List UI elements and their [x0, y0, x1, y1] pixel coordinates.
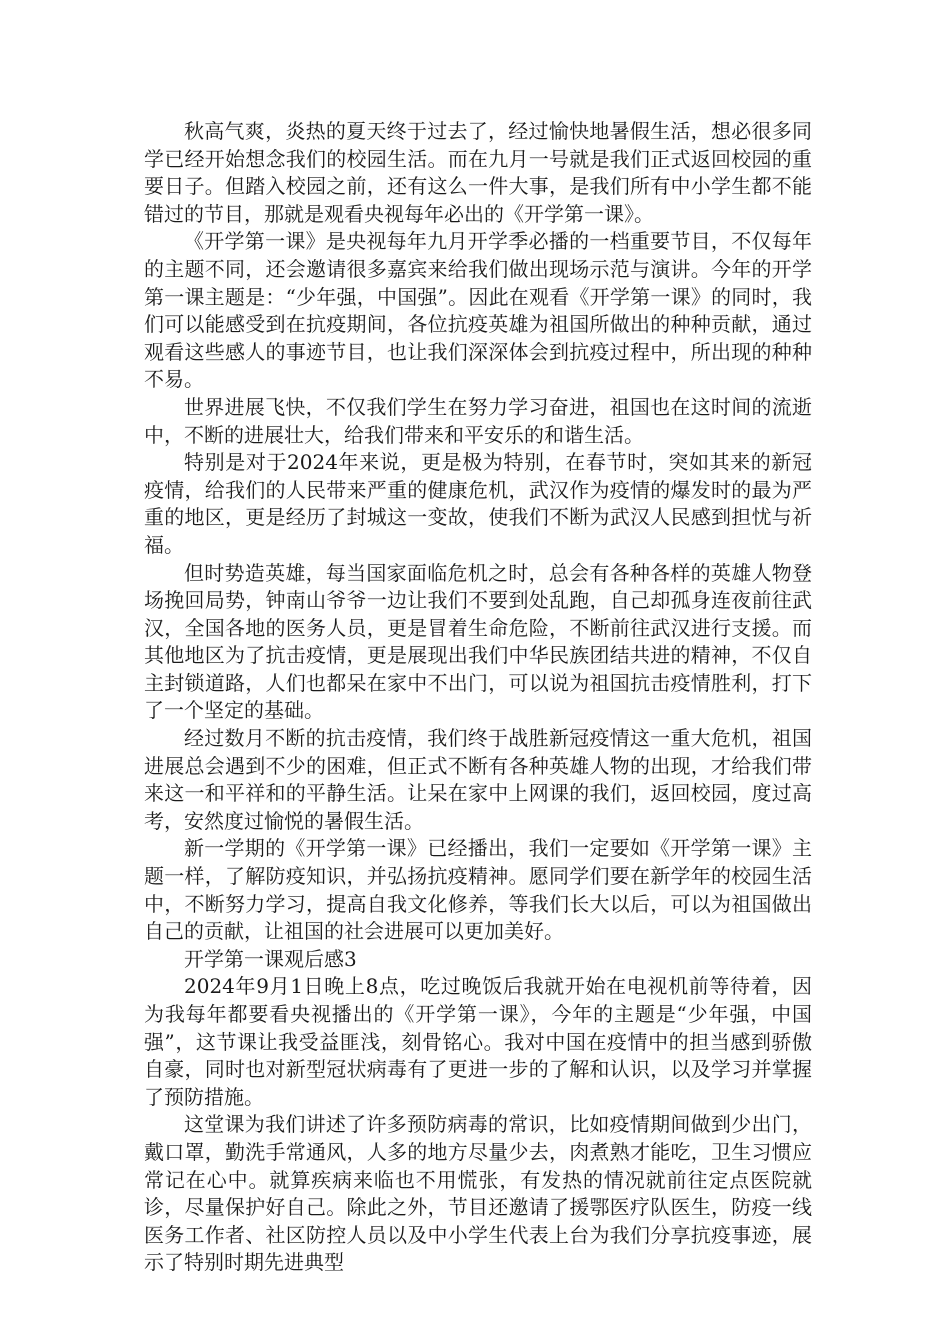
paragraph: 但时势造英雄，每当国家面临危机之时，总会有各种各样的英雄人物登场挽回局势，钟南山爷爷一边让我们不要到处乱跑，自己却孤身连夜前往武汉，全国各地的医务人员，更是冒着生命危险，不断前往武汉进行支援。而其他地区为了抗击疫情，更是展现出我们中华民族团结共进的精神，不仅自主封锁道路，人们也都呆在家中不出门，可以说为祖国抗击疫情胜利，打下了一个坚定的基础。	[144, 560, 812, 723]
paragraph: 特别是对于2024年来说，更是极为特别，在春节时，突如其来的新冠疫情，给我们的人民带来严重的健康危机，武汉作为疫情的爆发时的最为严重的地区，更是经历了封城这一变故，使我们不断为武汉人民感到担忧与祈福。	[144, 450, 812, 557]
paragraph: 新一学期的《开学第一课》已经播出，我们一定要如《开学第一课》主题一样，了解防疫知识，并弘扬抗疫精神。愿同学们要在新学年的校园生活中，不断努力学习，提高自我文化修养，等我们长大以后，可以为祖国做出自己的贡献，让祖国的社会进展可以更加美好。	[144, 836, 812, 944]
paragraph: 世界进展飞快，不仅我们学生在努力学习奋进，祖国也在这时间的流逝中，不断的进展壮大，给我们带来和平安乐的和谐生活。	[144, 394, 812, 447]
paragraph: 《开学第一课》是央视每年九月开学季必播的一档重要节目，不仅每年的主题不同，还会邀请很多嘉宾来给我们做出现场示范与演讲。今年的开学第一课主题是：“少年强，中国强”。因此在观看《开学第一课》的同时，我们可以能感受到在抗疫期间，各位抗疫英雄为祖国所做出的种种贡献，通过观看这些感人的事迹节目，也让我们深深体会到抗疫过程中，所出现的种种不易。	[144, 229, 812, 392]
section-heading: 开学第一课观后感3	[184, 946, 357, 971]
paragraph: 2024年9月1日晚上8点，吃过晚饭后我就开始在电视机前等待着，因为我每年都要看央视播出的《开学第一课》，今年的主题是“少年强，中国强”，这节课让我受益匪浅，刻骨铭心。我对中国在疫情中的担当感到骄傲自豪，同时也对新型冠状病毒有了更进一步的了解和认识，以及学习并掌握了预防措施。	[144, 974, 812, 1109]
document-page	[144, 118, 812, 1277]
paragraph: 这堂课为我们讲述了许多预防病毒的常识，比如疫情期间做到少出门，戴口罩，勤洗手常通风，人多的地方尽量少去，肉煮熟才能吃，卫生习惯应常记在心中。就算疾病来临也不用慌张，有发热的情况就前往定点医院就诊，尽量保护好自己。除此之外，节目还邀请了援鄂医疗队医生，防疫一线医务工作者、社区防控人员以及中小学生代表上台为我们分享抗疫事迹，展示了特别时期先进典型	[144, 1112, 812, 1275]
paragraph: 经过数月不断的抗击疫情，我们终于战胜新冠疫情这一重大危机，祖国进展总会遇到不少的困难，但正式不断有各种英雄人物的出现，才给我们带来这一和平祥和的平静生活。让呆在家中上网课的我们，返回校园，度过高考，安然度过愉悦的暑假生活。	[144, 726, 812, 833]
paragraph: 秋高气爽，炎热的夏天终于过去了，经过愉快地暑假生活，想必很多同学已经开始想念我们的校园生活。而在九月一号就是我们正式返回校园的重要日子。但踏入校园之前，还有这么一件大事，是我们所有中小学生都不能错过的节目，那就是观看央视每年必出的《开学第一课》。	[144, 119, 812, 226]
